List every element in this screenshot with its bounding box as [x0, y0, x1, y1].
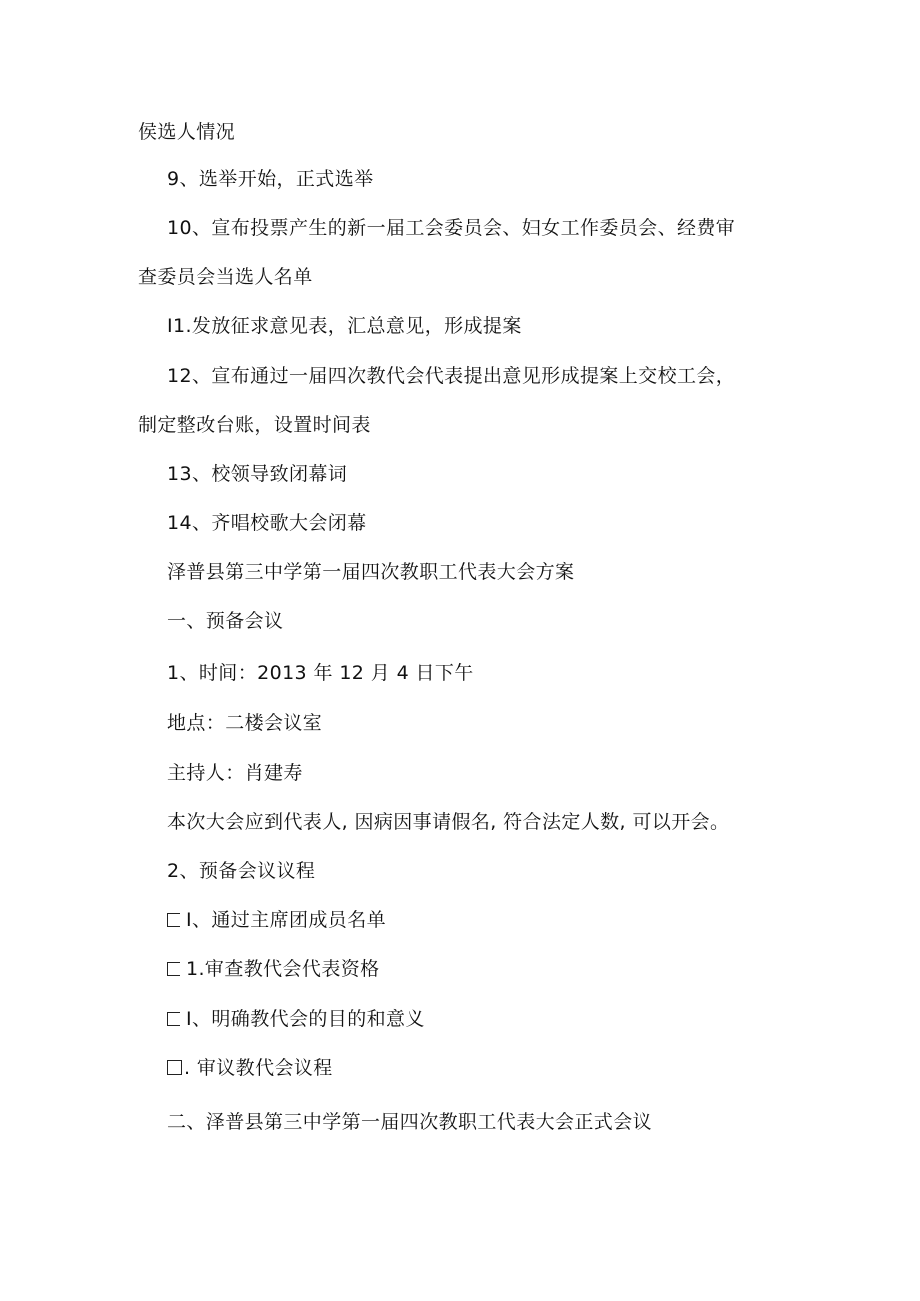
checkbox-icon [167, 1012, 180, 1026]
text-line-host: 主持人：肖建寿 [167, 762, 303, 784]
text-line-time: 1、时间：2013 年 12 月 4 日下午 [167, 662, 474, 684]
section-heading-formal-meeting: 二、泽普县第三中学第一届四次教职工代表大会正式会议 [167, 1111, 653, 1133]
text-line-candidate-info: 侯选人情况 [138, 121, 236, 143]
agenda-item-label: . 审议教代会议程 [184, 1057, 333, 1079]
agenda-item-presidium [167, 908, 386, 932]
text-line-location: 地点：二楼会议室 [167, 712, 323, 734]
agenda-item-qualification [167, 957, 380, 981]
text-line-item-10-cont: 查委员会当选人名单 [138, 266, 313, 288]
checkbox-icon [167, 1060, 182, 1075]
text-line-item-10: 10、宣布投票产生的新一届工会委员会、妇女工作委员会、经费审 [167, 217, 736, 239]
text-line-item-12: 12、宣布通过一届四次教代会代表提出意见形成提案上交校工会， [167, 365, 736, 387]
text-line-attendance: 本次大会应到代表人, 因病因事请假名, 符合法定人数, 可以开会。 [167, 811, 730, 833]
text-line-item-12-cont: 制定整改台账，设置时间表 [138, 414, 371, 436]
checkbox-icon [167, 962, 180, 976]
text-line-item-9: 9、选举开始，正式选举 [167, 168, 374, 190]
agenda-item-label: 1.审查教代会代表资格 [186, 958, 380, 980]
agenda-item-label: I、明确教代会的目的和意义 [186, 1008, 425, 1030]
checkbox-icon [167, 913, 180, 927]
agenda-item-review [167, 1056, 333, 1080]
agenda-item-purpose [167, 1007, 425, 1031]
section-title-plan: 泽普县第三中学第一届四次教职工代表大会方案 [167, 561, 575, 583]
text-line-item-11: I1.发放征求意见表，汇总意见，形成提案 [167, 315, 522, 337]
text-line-item-13: 13、校领导致闭幕词 [167, 463, 348, 485]
agenda-item-label: I、通过主席团成员名单 [186, 909, 387, 931]
text-line-item-14: 14、齐唱校歌大会闭幕 [167, 512, 367, 534]
text-line-agenda-heading: 2、预备会议议程 [167, 860, 316, 882]
section-heading-preparatory: 一、预备会议 [167, 610, 284, 632]
